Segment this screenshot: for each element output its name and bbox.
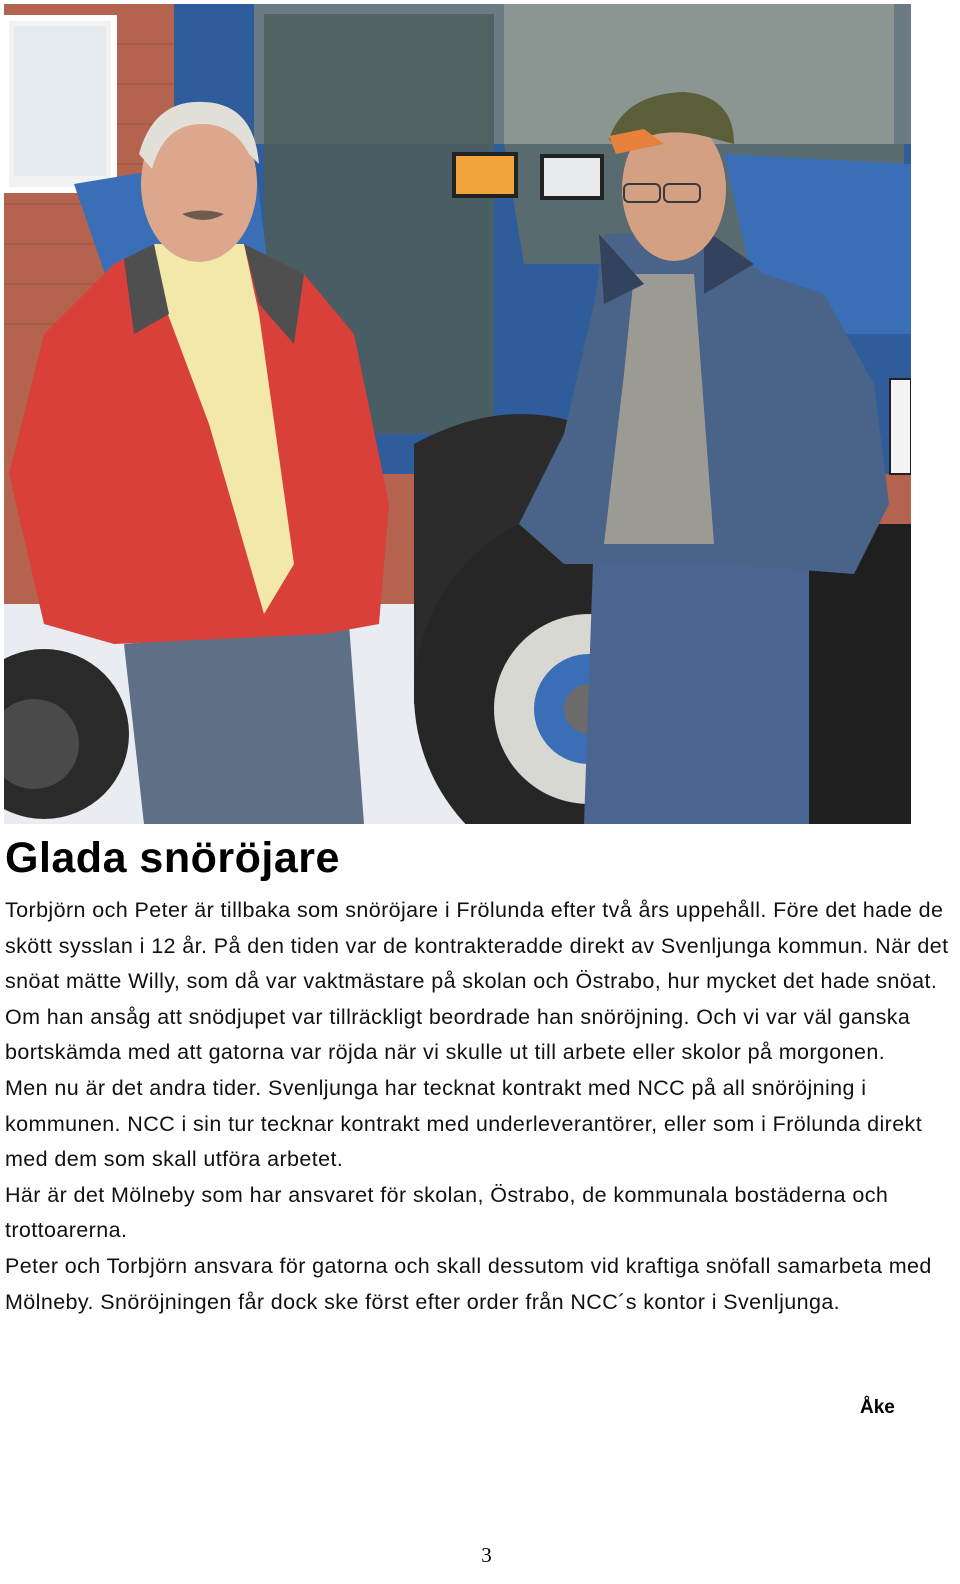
article-paragraph: Torbjörn och Peter är tillbaka som snöröjare i Frölunda efter två års uppehåll. Före det hade de skött sysslan i 12 år. På den tiden var de kontrakteradde direkt av Svenljunga kommun. När det snöat mätte Willy, som då var vaktmästare på skolan och Östrabo, hur mycket det hade snöat. Om han ansåg att snödjupet var tillräckligt beordrade han snöröjning. Och vi var väl ganska bortskämda med att gatorna var röjda när vi skulle ut till arbete eller skolor på morgonen. <box>5 898 949 1065</box>
article-paragraph: Men nu är det andra tider. Svenljunga har tecknat kontrakt med NCC på all snöröjning i kommunen. NCC i sin tur tecknar kontrakt med underleverantörer, eller som i Frölunda direkt med dem som skall utföra arbetet. <box>5 1075 923 1172</box>
article-paragraph: Här är det Mölneby som har ansvaret för skolan, Östrabo, de kommunala bostäderna och trottoarerna. <box>5 1182 889 1243</box>
article-paragraph: Peter och Torbjörn ansvara för gatorna och skall dessutom vid kraftiga snöfall samarbeta med Mölneby. Snöröjningen får dock ske först efter order från NCC´s kontor i Svenljunga. <box>5 1253 932 1314</box>
article-headline: Glada snöröjare <box>5 834 340 882</box>
author-signature: Åke <box>860 1397 895 1418</box>
article-photo <box>4 4 911 824</box>
page-number: 3 <box>481 1543 492 1567</box>
article-body <box>5 893 955 1320</box>
